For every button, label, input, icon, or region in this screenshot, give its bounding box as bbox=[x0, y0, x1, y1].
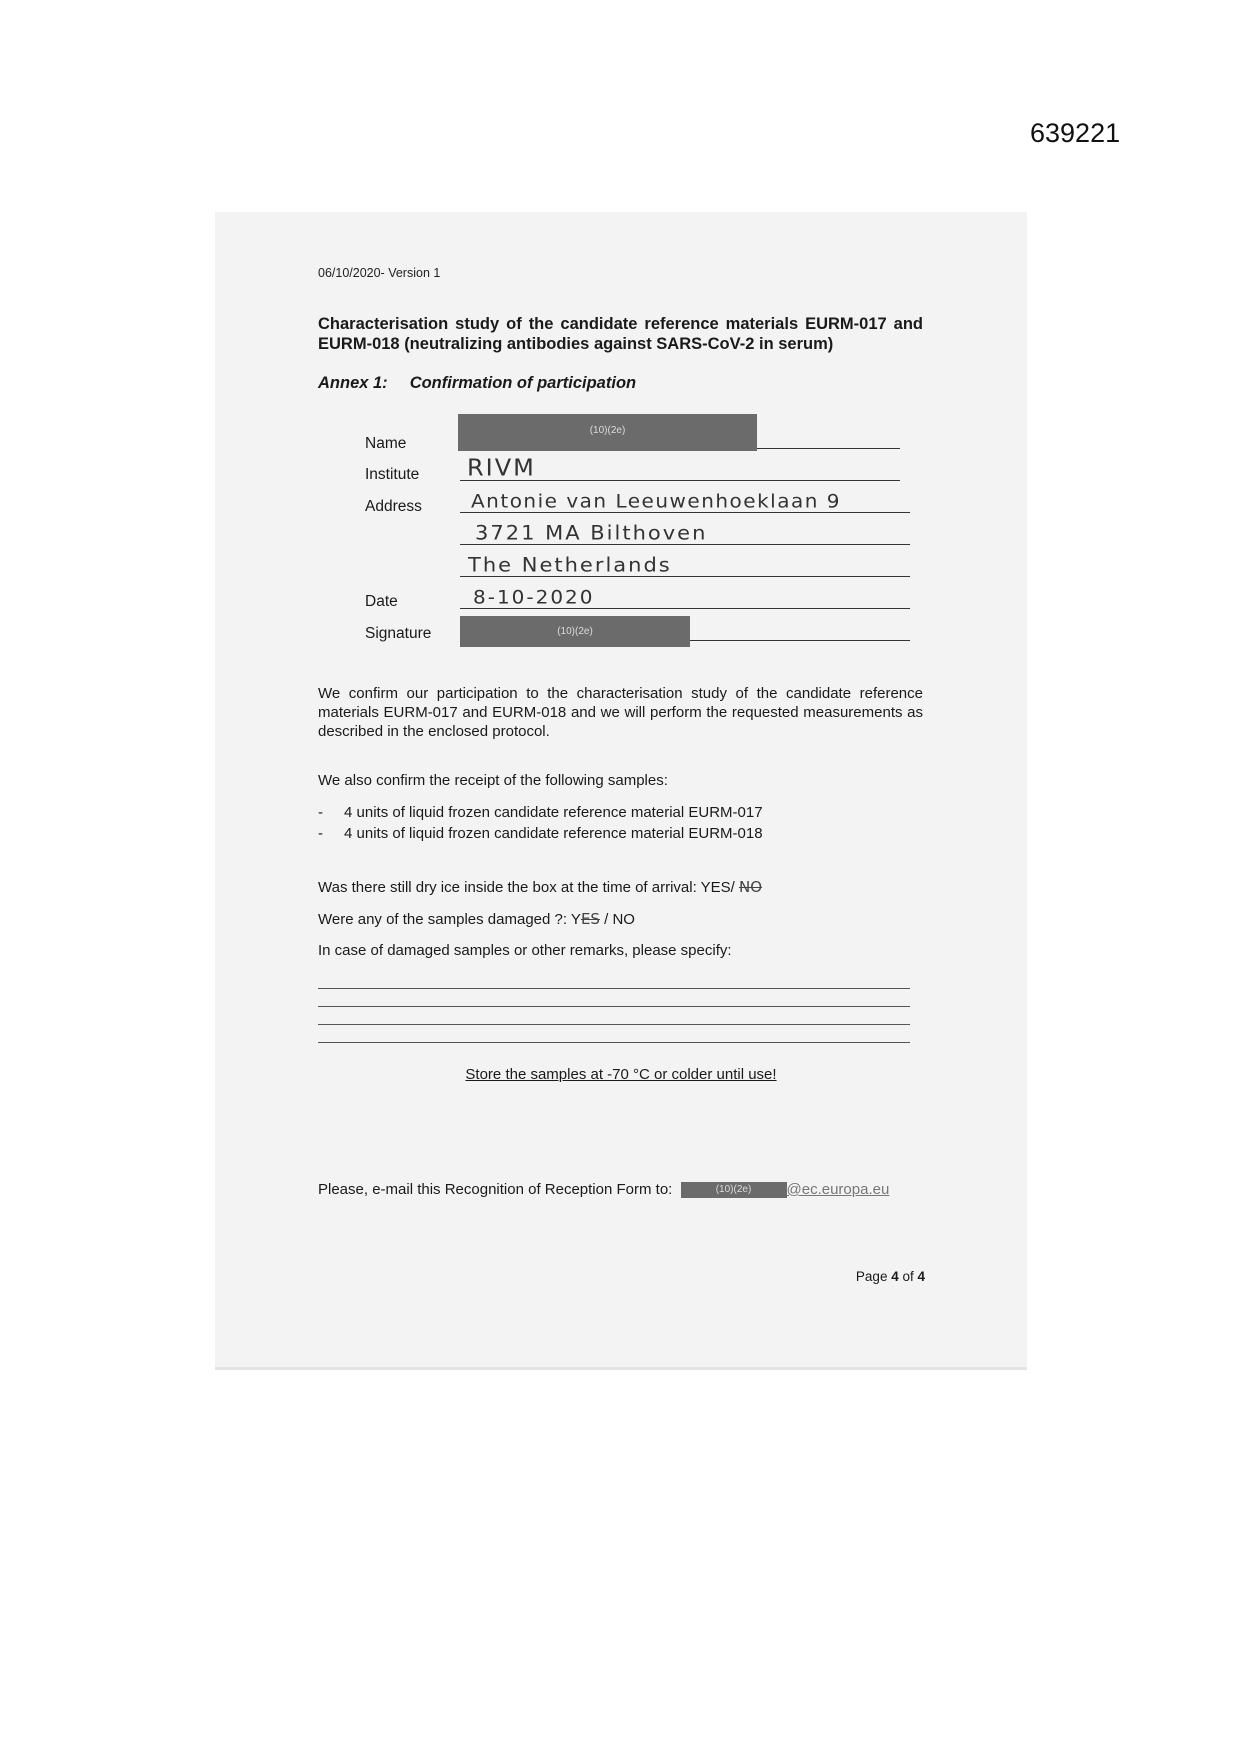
signature-redaction: (10)(2e) bbox=[460, 616, 690, 647]
email-instruction bbox=[318, 1181, 889, 1198]
institute-value: RIVM bbox=[467, 454, 536, 482]
remarks-line bbox=[318, 988, 910, 989]
scanned-page bbox=[215, 212, 1027, 1367]
damaged-question-text: Were any of the samples damaged ?: Y bbox=[318, 911, 581, 928]
date-label: Date bbox=[365, 593, 398, 610]
storage-note: Store the samples at -70 °C or colder until use! bbox=[465, 1066, 777, 1083]
page-current: 4 bbox=[891, 1269, 899, 1284]
document-title: Characterisation study of the candidate reference materials EURM-017 and EURM-018 (neutralizing antibodies against SARS-CoV-2 in serum) bbox=[318, 315, 923, 353]
sample-text: 4 units of liquid frozen candidate reference material EURM-018 bbox=[344, 825, 763, 842]
damaged-question bbox=[318, 910, 635, 928]
name-label: Name bbox=[365, 435, 407, 452]
address-label: Address bbox=[365, 498, 422, 515]
address-value-1: Antonie van Leeuwenhoeklaan 9 bbox=[471, 489, 841, 513]
address-value-3: The Netherlands bbox=[468, 553, 672, 577]
address-value-2: 3721 MA Bilthoven bbox=[475, 521, 708, 545]
receipt-intro: We also confirm the receipt of the following samples: bbox=[318, 772, 668, 789]
email-domain-link[interactable]: @ec.europa.eu bbox=[786, 1181, 890, 1198]
confirmation-text: We confirm our participation to the characterisation study of the candidate reference materials EURM-017 and EURM-018 and we will perform the requested measurements as described in the enclosed protocol. bbox=[318, 685, 923, 740]
name-redaction: (10)(2e) bbox=[458, 414, 757, 451]
page-prefix: Page bbox=[855, 1269, 892, 1284]
dry-ice-no-struck: NO bbox=[739, 878, 763, 896]
damaged-question-suffix: / NO bbox=[599, 911, 635, 928]
remarks-line bbox=[318, 1042, 910, 1043]
sample-text: 4 units of liquid frozen candidate reference material EURM-017 bbox=[344, 804, 763, 821]
sample-item: - 4 units of liquid frozen candidate reference material EURM-017 bbox=[318, 804, 763, 821]
damaged-yes-struck: ES bbox=[580, 910, 600, 928]
remarks-prompt: In case of damaged samples or other remarks, please specify: bbox=[318, 942, 732, 959]
signature-label: Signature bbox=[365, 625, 432, 642]
sample-item: - 4 units of liquid frozen candidate reference material EURM-018 bbox=[318, 825, 763, 842]
document-id: 639221 bbox=[1030, 118, 1121, 148]
annex-heading bbox=[318, 374, 636, 393]
annex-title: Confirmation of participation bbox=[409, 374, 637, 392]
dry-ice-question bbox=[318, 878, 762, 896]
page-mid: of bbox=[898, 1269, 918, 1284]
annex-label: Annex 1: bbox=[318, 374, 388, 392]
version-header: 06/10/2020- Version 1 bbox=[318, 266, 441, 280]
remarks-line bbox=[318, 1024, 910, 1025]
dry-ice-question-text: Was there still dry ice inside the box at the time of arrival: YES/ bbox=[318, 879, 740, 896]
email-redaction: (10)(2e) bbox=[681, 1182, 787, 1198]
institute-label: Institute bbox=[365, 466, 420, 483]
page-total: 4 bbox=[917, 1269, 925, 1284]
remarks-line bbox=[318, 1006, 910, 1007]
page-number bbox=[856, 1269, 925, 1284]
email-prompt: Please, e-mail this Recognition of Reception Form to: bbox=[318, 1181, 673, 1198]
date-value: 8-10-2020 bbox=[473, 585, 595, 609]
